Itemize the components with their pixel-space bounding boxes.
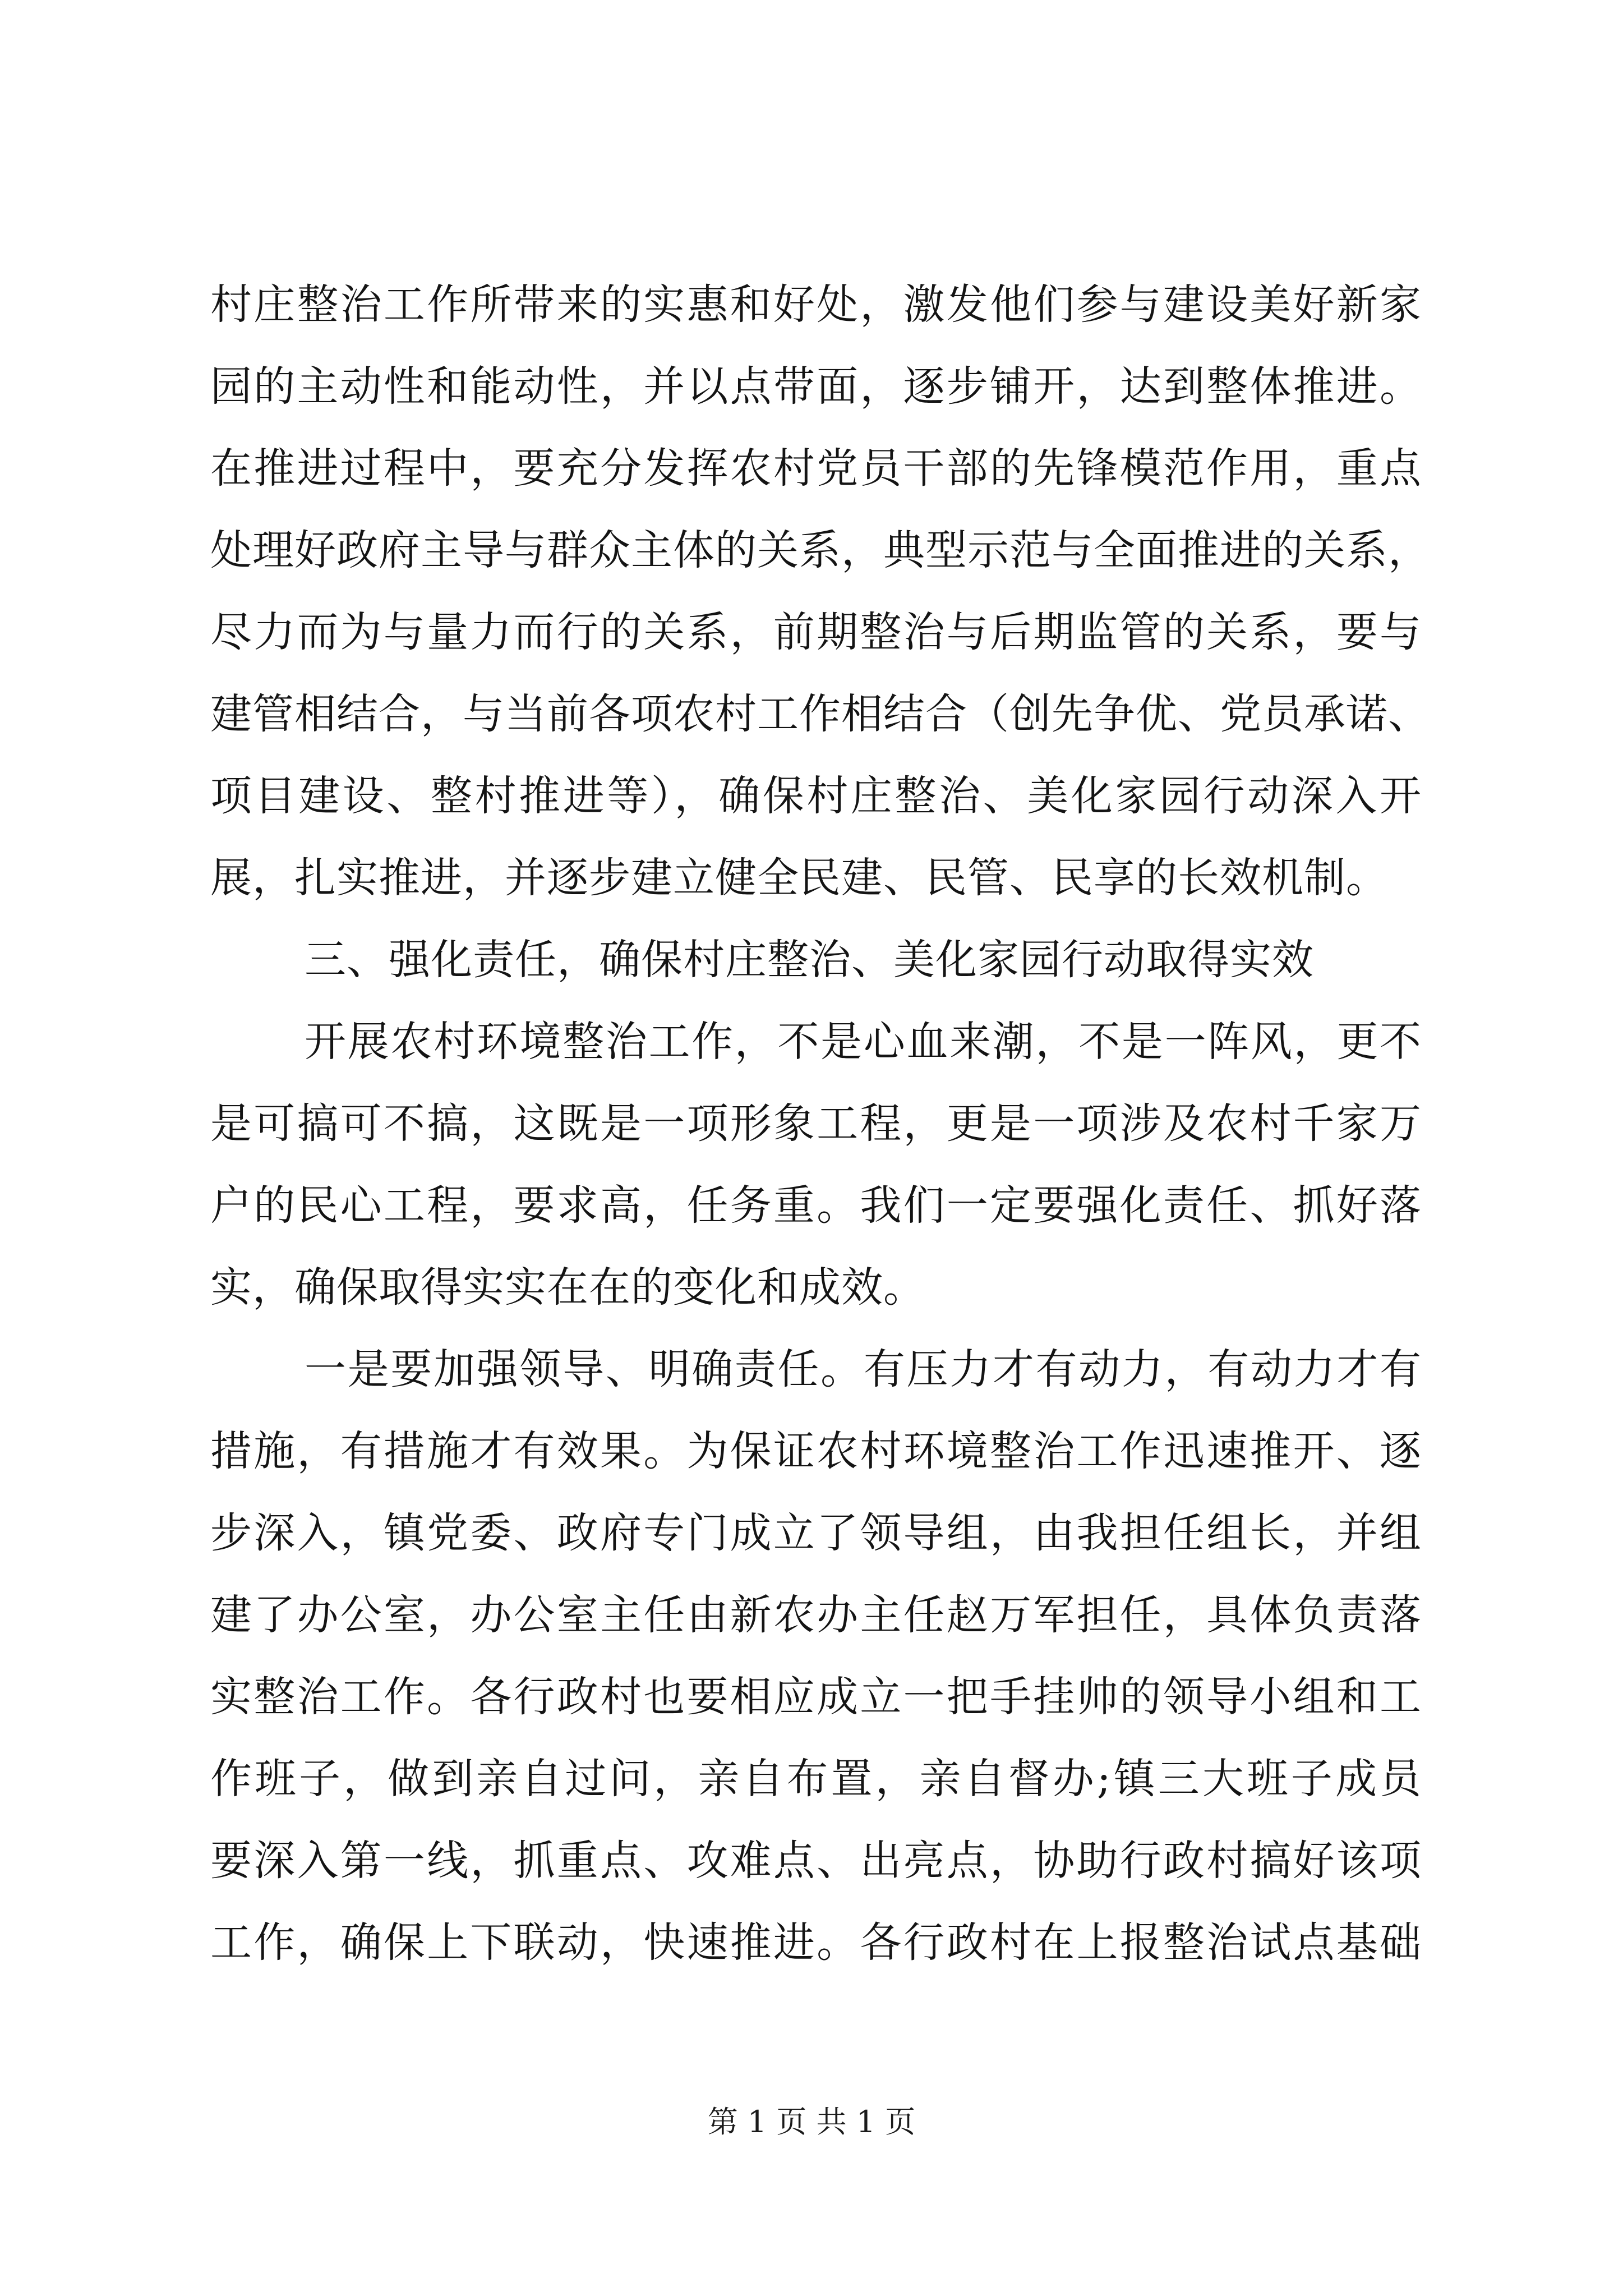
text-line: 展，扎实推进，并逐步建立健全民建、民管、民享的长效机制。 xyxy=(210,854,1388,902)
text-line: 是可搞可不搞，这既是一项形象工程，更是一项涉及农村千家万 xyxy=(210,1099,1422,1148)
text-line: 建了办公室，办公室主任由新农办主任赵万军担任，具体负责落 xyxy=(210,1591,1422,1639)
text-line: 项目建设、整村推进等），确保村庄整治、美化家园行动深入开 xyxy=(210,772,1422,820)
text-line: 尽力而为与量力而行的关系，前期整治与后期监管的关系，要与 xyxy=(210,608,1422,656)
text-line: 实，确保取得实实在在的变化和成效。 xyxy=(210,1263,925,1312)
document-body xyxy=(210,264,1430,1984)
text-line: 村庄整治工作所带来的实惠和好处，激发他们参与建设美好新家 xyxy=(210,280,1422,329)
text-line: 要深入第一线，抓重点、攻难点、出亮点，协助行政村搞好该项 xyxy=(210,1837,1422,1885)
text-line: 户的民心工程，要求高，任务重。我们一定要强化责任、抓好落 xyxy=(210,1181,1422,1230)
text-line: 在推进过程中，要充分发挥农村党员干部的先锋模范作用，重点 xyxy=(210,444,1422,493)
text-line: 处理好政府主导与群众主体的关系，典型示范与全面推进的关系， xyxy=(210,526,1430,574)
text-line: 建管相结合，与当前各项农村工作相结合（创先争优、党员承诺、 xyxy=(210,690,1430,738)
text-line: 步深入，镇党委、政府专门成立了领导组，由我担任组长，并组 xyxy=(210,1509,1422,1557)
text-line: 园的主动性和能动性，并以点带面，逐步铺开，达到整体推进。 xyxy=(210,362,1422,411)
page-number-footer: 第 1 页 共 1 页 xyxy=(707,2104,916,2139)
text-line: 实整治工作。各行政村也要相应成立一把手挂帅的领导小组和工 xyxy=(210,1673,1422,1721)
text-line: 措施，有措施才有效果。为保证农村环境整治工作迅速推开、逐 xyxy=(210,1427,1422,1475)
text-line: 工作，确保上下联动，快速推进。各行政村在上报整治试点基础 xyxy=(210,1918,1422,1967)
text-line: 一是要加强领导、明确责任。有压力才有动力，有动力才有 xyxy=(305,1345,1422,1393)
text-line: 开展农村环境整治工作，不是心血来潮，不是一阵风，更不 xyxy=(305,1018,1422,1066)
section-heading: 三、强化责任，确保村庄整治、美化家园行动取得实效 xyxy=(305,936,1314,984)
text-line: 作班子，做到亲自过问，亲自布置，亲自督办;镇三大班子成员 xyxy=(210,1755,1422,1803)
